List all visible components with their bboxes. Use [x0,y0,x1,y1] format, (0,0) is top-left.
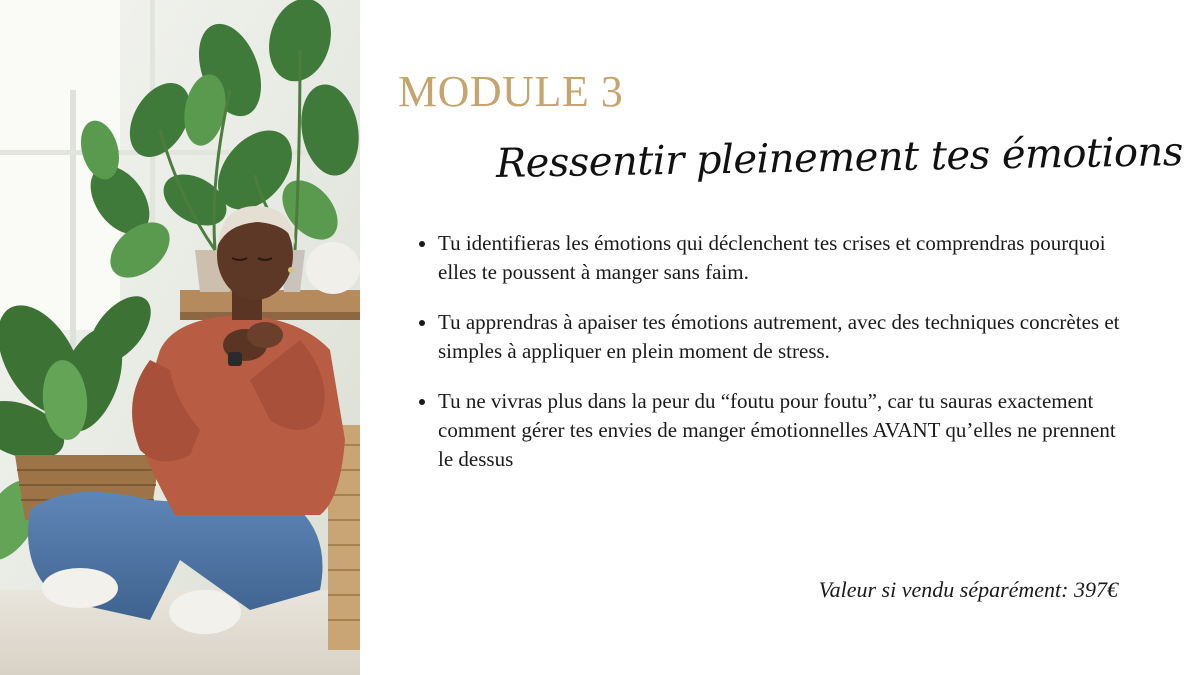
benefits-list [414,229,1128,495]
list-item: • Tu apprendras à apaiser tes émotions autrement, avec des techniques concrètes et simples à appliquer en plein moment de stress. [438,308,1128,366]
list-item: • Tu ne vivras plus dans la peur du “foutu pour foutu”, car tu sauras exactement comment gérer tes envies de manger émotionnelles AVANT qu’elles ne prennent le dessus [438,387,1128,474]
module-title: Ressentir pleinement tes émotions [495,129,1184,187]
meditation-photo [0,0,360,675]
list-item: • Tu identifieras les émotions qui déclenchent tes crises et comprendras pourquoi elles te poussent à manger sans faim. [438,229,1128,287]
module-label: MODULE 3 [398,67,624,116]
value-price: Valeur si vendu séparément: 397€ [818,577,1118,602]
